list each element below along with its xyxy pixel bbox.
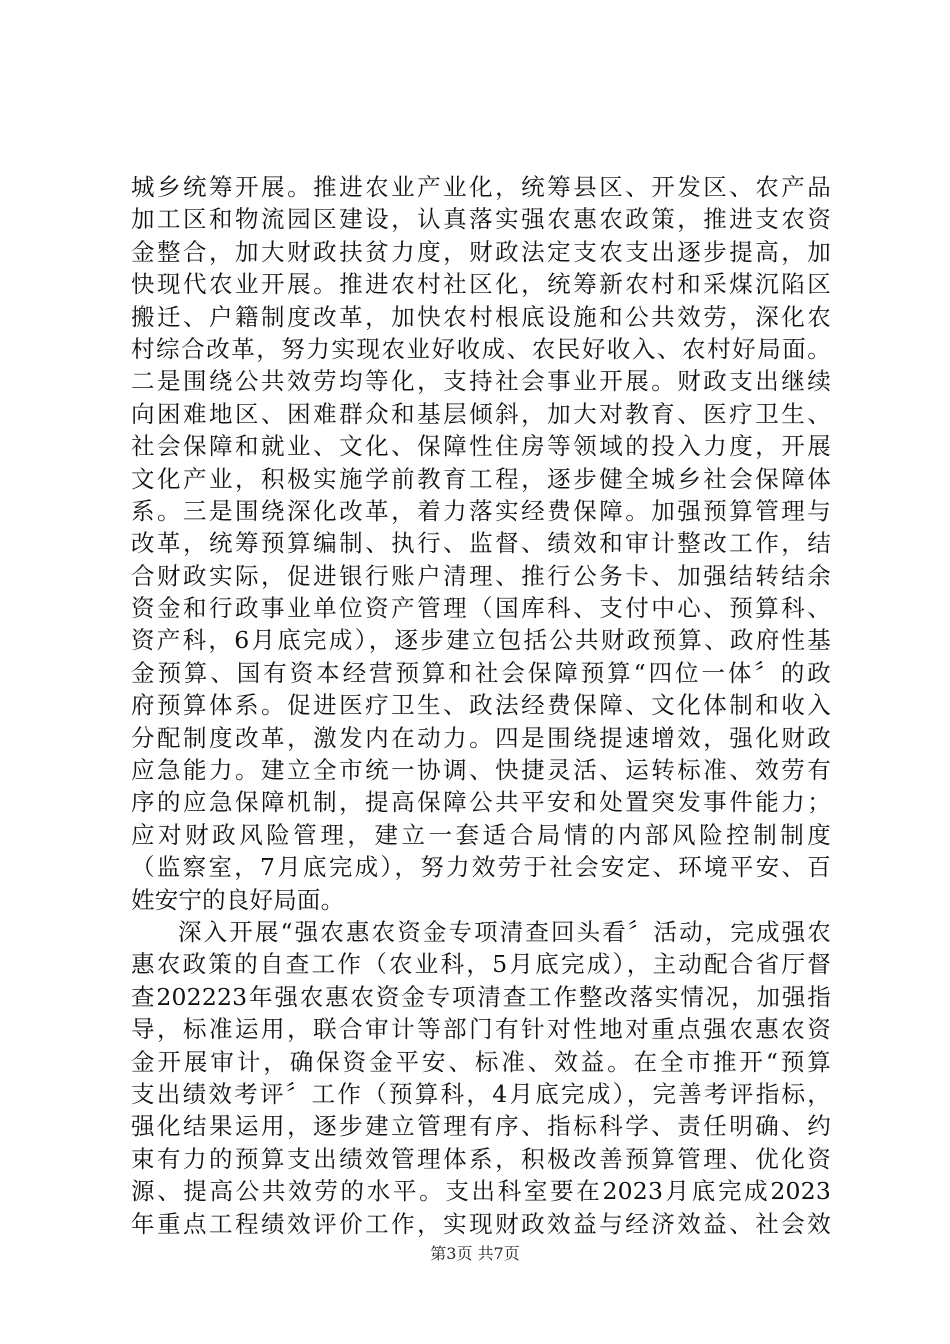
text-line: 搬迁、户籍制度改革，加快农村根底设施和公共效劳，深化农 (131, 302, 831, 331)
body-text (131, 171, 831, 1240)
text-line: 查202223年强农惠农资金专项清查工作整改落实情况，加强指 (131, 982, 831, 1011)
text-line: 城乡统筹开展。推进农业产业化，统筹县区、开发区、农产品 (131, 173, 831, 201)
text-line: 改革，统筹预算编制、执行、监督、绩效和审计整改工作，结 (131, 529, 831, 558)
text-line: 惠农政策的自查工作（农业科，5月底完成），主动配合省厅督 (131, 950, 831, 979)
text-line: 社会保障和就业、文化、保障性住房等领域的投入力度，开展 (131, 432, 831, 461)
page-footer: 第3页 共7页 (430, 1244, 520, 1263)
text-line: 金预算、国有资本经营预算和社会保障预算“四位一体〞的政 (131, 658, 831, 687)
text-line: 资产科，6月底完成），逐步建立包括公共财政预算、政府性基 (131, 626, 831, 655)
text-line: 束有力的预算支出绩效管理体系，积极改善预算管理、优化资 (131, 1144, 831, 1173)
text-line: 年重点工程绩效评价工作，实现财政效益与经济效益、社会效 (131, 1209, 831, 1238)
text-line: 向困难地区、困难群众和基层倾斜，加大对教育、医疗卫生、 (131, 399, 831, 428)
text-line: 府预算体系。促进医疗卫生、政法经费保障、文化体制和收入 (131, 691, 831, 720)
text-line: 村综合改革，努力实现农业好收成、农民好收入、农村好局面。 (131, 334, 831, 363)
text-line: 金开展审计，确保资金平安、标准、效益。在全市推开“预算 (131, 1047, 831, 1076)
text-line: 资金和行政事业单位资产管理（国库科、支付中心、预算科、 (131, 594, 831, 623)
text-line: 加工区和物流园区建设，认真落实强农惠农政策，推进支农资 (131, 205, 831, 234)
text-line: 姓安宁的良好局面。 (131, 885, 345, 914)
text-line: 快现代农业开展。推进农村社区化，统筹新农村和采煤沉陷区 (131, 270, 831, 299)
text-line: 源、提高公共效劳的水平。支出科室要在2023月底完成2023 (131, 1177, 831, 1206)
text-line: 金整合，加大财政扶贫力度，财政法定支农支出逐步提高，加 (131, 237, 831, 266)
paragraph-first-line: 深入开展“强农惠农资金专项清查回头看〞活动，完成强农 (178, 917, 831, 946)
text-line: 分配制度改革，激发内在动力。四是围绕提速增效，强化财政 (131, 723, 831, 752)
text-line: 文化产业，积极实施学前教育工程，逐步健全城乡社会保障体 (131, 464, 831, 493)
text-line: 应急能力。建立全市统一协调、快捷灵活、运转标准、效劳有 (131, 756, 831, 785)
text-line: 二是围绕公共效劳均等化，支持社会事业开展。财政支出继续 (131, 367, 831, 396)
text-line: 序的应急保障机制，提高保障公共平安和处置突发事件能力； (131, 788, 831, 817)
text-line: 强化结果运用，逐步建立管理有序、指标科学、责任明确、约 (131, 1112, 831, 1141)
text-line: 支出绩效考评〞工作（预算科，4月底完成），完善考评指标， (131, 1079, 831, 1108)
text-line: 合财政实际，促进银行账户清理、推行公务卡、加强结转结余 (131, 561, 831, 590)
text-line: （监察室，7月底完成），努力效劳于社会安定、环境平安、百 (131, 853, 831, 882)
text-line: 系。三是围绕深化改革，着力落实经费保障。加强预算管理与 (131, 496, 831, 525)
text-line: 应对财政风险管理，建立一套适合局情的内部风险控制制度 (131, 820, 831, 849)
text-line: 导，标准运用，联合审计等部门有针对性地对重点强农惠农资 (131, 1015, 831, 1044)
